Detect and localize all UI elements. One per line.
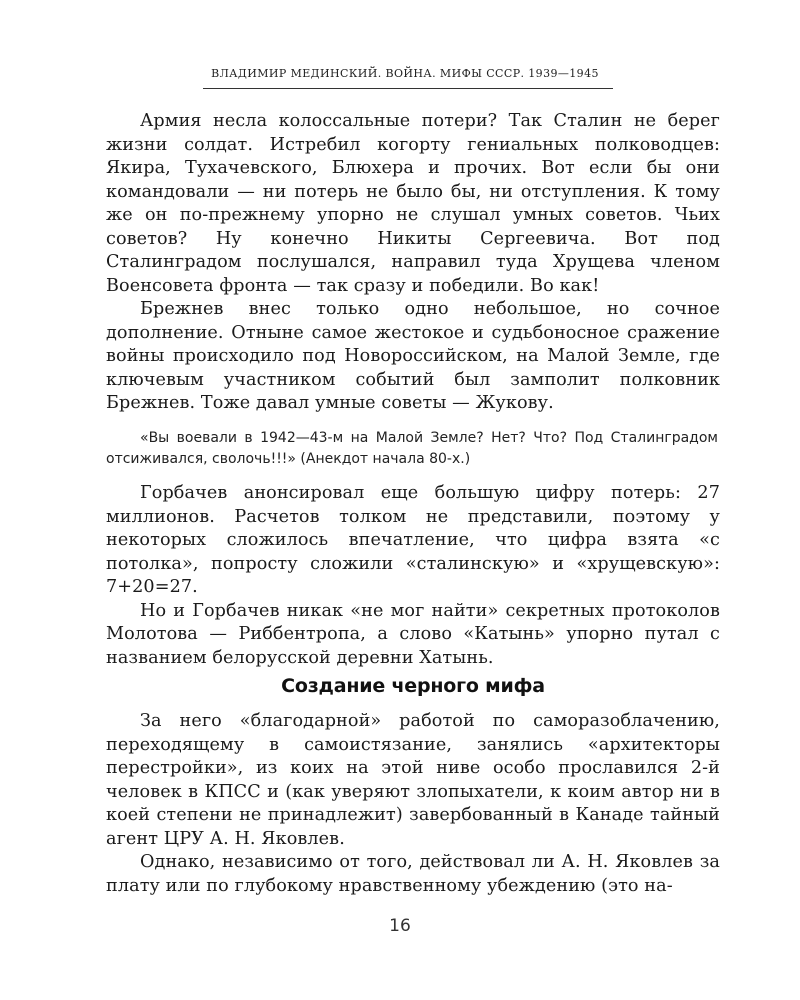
section-heading: Создание черного мифа	[281, 675, 545, 697]
page-number: 16	[389, 916, 411, 936]
body-text-middle	[106, 482, 720, 670]
header-rule	[203, 88, 613, 89]
paragraph: Армия несла колоссальные потери? Так Сталин не берег жизни солдат. Истребил когорту гениальных полководцев: Якира, Тухачевского, Блюхера и прочих. Вот если бы они командовали — ни потерь не было бы, ни отступления. К тому же он по-прежнему упорно не слушал умных советов. Чьих советов? Ну конечно Никиты Сергеевича. Вот под Сталинградом послушался, направил туда Хрущева членом Военсовета фронта — так сразу и победили. Во как!	[106, 111, 720, 296]
paragraph: Брежнев внес только одно небольшое, но сочное дополнение. Отныне самое жестокое и судьбоносное сражение войны происходило под Новороссийском, на Малой Земле, где ключевым участником событий был замполит полковник Брежнев. Тоже давал умные советы — Жукову.	[106, 299, 720, 413]
anecdote-quote: «Вы воевали в 1942—43-м на Малой Земле? Нет? Что? Под Сталинградом отсиживался, сволочь!!!» (Анекдот начала 80-х.)	[106, 430, 718, 467]
paragraph: Горбачев анонсировал еще большую цифру потерь: 27 миллионов. Расчетов толком не представили, поэтому у некоторых сложилось впечатление, что цифра взята «с потолка», попросту сложили «сталинскую» и «хрущевскую»: 7+20=27.	[106, 483, 720, 597]
body-text-top	[106, 110, 720, 416]
paragraph: Но и Горбачев никак «не мог найти» секретных протоколов Молотова — Риббентропа, а слово «Катынь» упорно путал с названием белорусской деревни Хатынь.	[106, 600, 720, 668]
paragraph: Однако, независимо от того, действовал ли А. Н. Яковлев за плату или по глубокому нравственному убеждению (это на-	[106, 852, 720, 896]
running-header: ВЛАДИМИР МЕДИНСКИЙ. ВОЙНА. МИФЫ СССР. 1939—1945	[211, 67, 599, 80]
paragraph: За него «благодарной» работой по саморазоблачению, переходящему в самоистязание, занялись «архитекторы перестройки», из коих на этой ниве особо прославился 2-й человек в КПСС и (как уверяют злопыхатели, к коим автор ни в коей степени не принадлежит) завербованный в Канаде тайный агент ЦРУ А. Н. Яковлев.	[106, 711, 720, 849]
body-text-bottom	[106, 710, 720, 898]
